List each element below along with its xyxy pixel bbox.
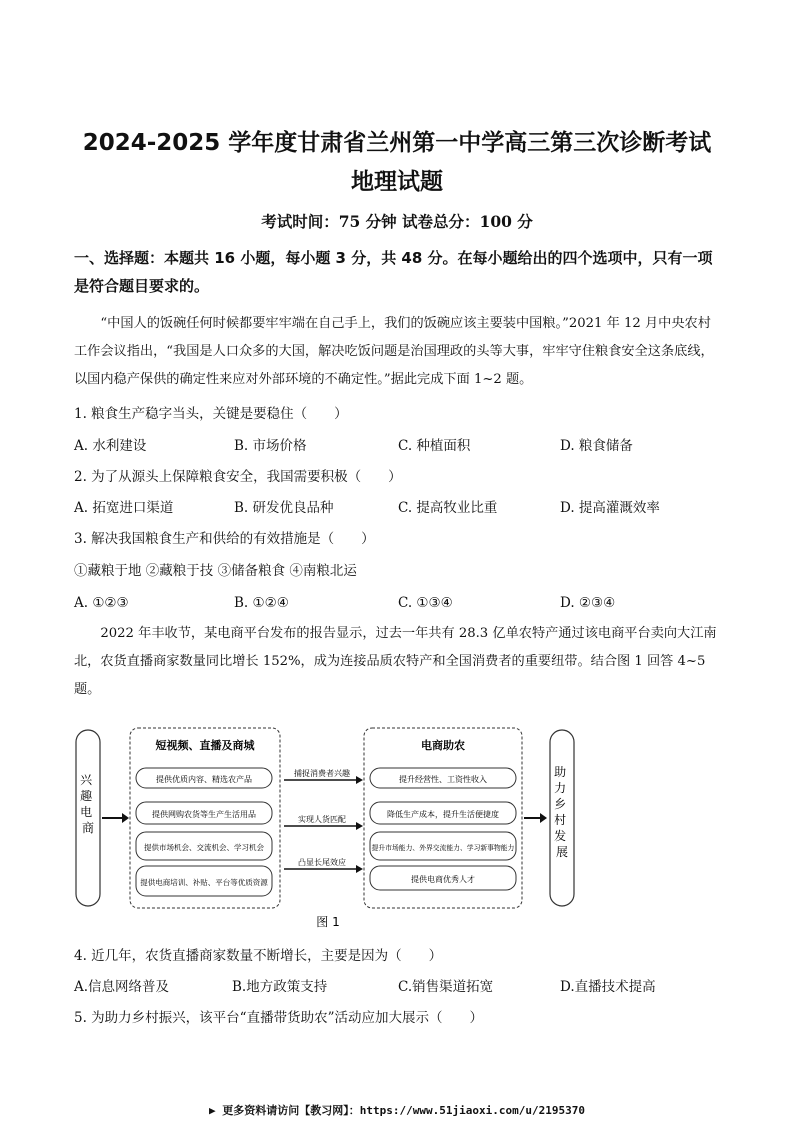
right-char: 力	[554, 781, 567, 795]
question-2-stem: 2. 为了从源头上保障粮食安全，我国需要积极（ ）	[74, 469, 402, 485]
option-a[interactable]: A. 拓宽进口渠道	[74, 500, 174, 516]
option-a[interactable]: A.信息网络普及	[74, 979, 170, 995]
col2-item: 降低生产成本，提升生活便捷度	[387, 810, 499, 819]
option-c[interactable]: C. ①③④	[398, 595, 453, 611]
option-c[interactable]: C.销售渠道拓宽	[398, 979, 494, 995]
option-d[interactable]: D. 粮食储备	[560, 438, 633, 454]
figure-caption: 图 1	[316, 915, 340, 929]
left-char: 兴	[80, 773, 93, 787]
col2-item: 提供电商优秀人才	[411, 875, 475, 884]
col1-item: 提供优质内容、精选农产品	[156, 775, 252, 784]
exam-subject-title: 地理试题	[351, 169, 443, 195]
passage-2: 2022 年丰收节，某电商平台发布的报告显示，过去一年共有 28.3 亿单农特产通过该电商平台卖向大江南北，农货直播商家数量同比增长 152%，成为连接品质农特产和全国消费者的重要纽带。结合图 1 回答 4~5 题。	[74, 626, 717, 697]
col2-item: 提升经营性、工资性收入	[399, 775, 487, 784]
passage-1: “中国人的饭碗任何时候都要牢牢端在自己手上，我们的饭碗应该主要装中国粮。”2021 年 12 月中央农村工作会议指出，“我国是人口众多的大国，解决吃饭问题是治国理政的头等大事，牢牢守住粮食安全这条底线，以国内稳产保供的确定性来应对外部环境的不确定性。”据此完成下面 1~2 题。	[74, 316, 714, 387]
mid-label: 凸显长尾效应	[298, 858, 346, 867]
option-b[interactable]: B. ①②④	[234, 595, 289, 611]
left-char: 电	[80, 805, 93, 819]
col1-item: 提供电商培训、补贴、平台等优质资源	[140, 878, 268, 887]
arrow-head	[356, 865, 363, 873]
figure-1-diagram	[74, 724, 582, 930]
option-b[interactable]: B. 市场价格	[234, 438, 307, 454]
right-char: 展	[555, 845, 569, 859]
option-d[interactable]: D.直播技术提高	[560, 979, 656, 995]
question-5-stem: 5. 为助力乡村振兴，该平台“直播带货助农”活动应加大展示（ ）	[74, 1010, 483, 1026]
arrow-head	[356, 776, 363, 784]
col1-item: 提供网购农货等生产生活用品	[152, 810, 256, 819]
exam-title: 2024-2025 学年度甘肃省兰州第一中学高三第三次诊断考试	[82, 130, 712, 156]
left-char: 趣	[80, 789, 93, 803]
col2-item: 提升市场能力、外界交流能力、学习新事物能力	[371, 844, 515, 852]
col2-title: 电商助农	[421, 739, 465, 752]
mid-label: 实现人货匹配	[298, 815, 346, 824]
option-a[interactable]: A. 水利建设	[74, 438, 147, 454]
question-4-stem: 4. 近几年，农货直播商家数量不断增长，主要是因为（ ）	[74, 948, 443, 964]
arrow-head	[540, 813, 547, 823]
footer-link[interactable]: ▶ 更多资料请访问【教习网】：https://www.51jiaoxi.com/u/2195370	[209, 1104, 585, 1117]
question-3-stem: 3. 解决我国粮食生产和供给的有效措施是（ ）	[74, 531, 375, 547]
option-d[interactable]: D. ②③④	[560, 595, 616, 611]
col1-item: 提供市场机会、交流机会、学习机会	[144, 843, 264, 852]
right-char: 乡	[554, 797, 567, 811]
col1-title: 短视频、直播及商城	[155, 739, 255, 752]
option-a[interactable]: A. ①②③	[74, 595, 129, 611]
left-char: 商	[81, 821, 95, 835]
section-heading: 一、选择题：本题共 16 小题，每小题 3 分，共 48 分。在每小题给出的四个选项中，只有一项是符合题目要求的。	[74, 249, 713, 295]
left-label	[80, 773, 96, 835]
option-b[interactable]: B.地方政策支持	[232, 979, 328, 995]
option-c[interactable]: C. 提高牧业比重	[398, 500, 498, 516]
option-b[interactable]: B. 研发优良品种	[234, 500, 334, 516]
option-c[interactable]: C. 种植面积	[398, 438, 471, 454]
right-label	[554, 764, 570, 859]
right-char: 助	[554, 765, 567, 779]
option-d[interactable]: D. 提高灌溉效率	[560, 500, 660, 516]
question-3-items: ①藏粮于地 ②藏粮于技 ③储备粮食 ④南粮北运	[74, 563, 357, 579]
right-char: 发	[554, 829, 567, 843]
mid-label: 捕捉消费者兴趣	[294, 769, 350, 778]
arrow-head	[356, 822, 363, 830]
arrow-head	[122, 813, 129, 823]
question-1-stem: 1. 粮食生产稳字当头，关键是要稳住（ ）	[74, 406, 348, 422]
exam-info: 考试时间：75 分钟 试卷总分：100 分	[261, 212, 533, 231]
right-char: 村	[554, 813, 567, 827]
